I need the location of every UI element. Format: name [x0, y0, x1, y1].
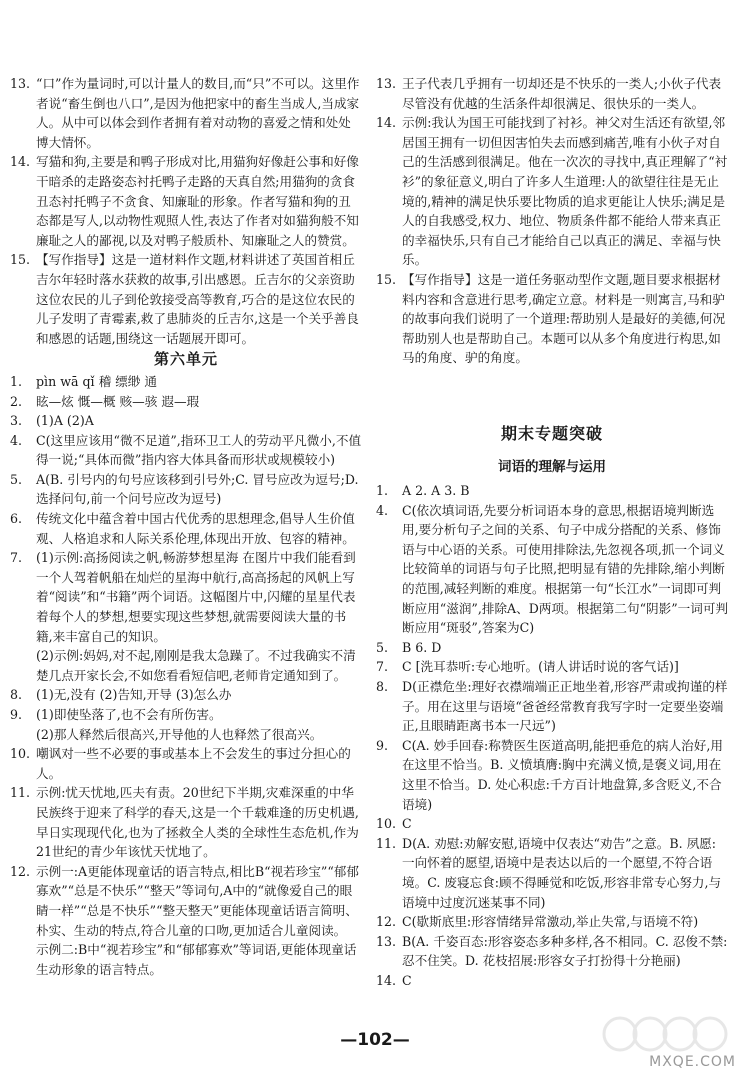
item-number: 13.	[376, 933, 397, 949]
item-number: 9.	[10, 707, 23, 722]
item-text: (1)示例:高扬阅读之帆,畅游梦想星海 在图片中我们能看到一个人驾着帆船在灿烂的星海中航行,高高扬起的风帆上写着“阅读”和“书籍”两个词语。这幅图片中,闪耀的星星代表着每个人的梦想,想要实现这些梦想,就需要阅读大量的书籍,来丰富自己的知识。	[36, 550, 356, 644]
final-answer-item	[376, 912, 728, 932]
item-number: 4.	[10, 432, 23, 448]
item-number: 5.	[10, 471, 23, 487]
item-number: 1.	[376, 483, 389, 499]
unit-answer-item	[10, 685, 362, 705]
item-text: (2)示例:妈妈,对不起,刚刚是我太急躁了。不过我确实不清楚几点开家长会,不如您看看短信吧,老师肯定通知到了。	[36, 648, 356, 683]
item-number: 12.	[10, 863, 31, 879]
item-text: 示例:我认为国王可能找到了衬衫。神父对生活还有欲望,邻居国王拥有一切但因害怕失去而感到痛苦,唯有小伙子对自己的生活感到很满足。他在一次次的寻找中,真正理解了“衬衫”的象征意义,明白了许多人生道理:人的欲望往往是无止境的,精神的满足快乐要比物质的追求更能让人快乐;满足是人的自我感受,权力、地位、物质条件都不能给人带来真正的幸福快乐,只有自己才能给自己以真正的满足、幸福与快乐。	[402, 115, 728, 268]
watermark-text: MXQE.COM	[649, 1054, 736, 1070]
unit-answer-item	[10, 548, 362, 685]
unit-answer-item	[10, 862, 362, 980]
item-text: C	[402, 816, 412, 832]
item-text: A 2. A 3. B	[402, 483, 470, 499]
answer-item	[10, 74, 362, 152]
answer-item	[10, 152, 362, 250]
item-text: A(B. 引号内的句号应该移到引号外;C. 冒号应改为逗号;D. 选择问句,前一个问号应改为逗号)	[36, 471, 359, 507]
subsection-heading: 词语的理解与运用	[498, 458, 606, 475]
final-answer-item	[376, 971, 728, 991]
item-text: (1)即使坠落了,也不会有所伤害。	[36, 707, 222, 722]
item-text: D(A. 劝慰:劝解安慰,语境中仅表达“劝告”之意。B. 夙愿:一向怀着的愿望,语境中是表达以后的一个愿望,不符合语境。C. 废寝忘食:顾不得睡觉和吃饭,形容非常专心努力,与语境中过度沉迷某事不同)	[402, 835, 722, 910]
item-text: (1)A (2)A	[36, 413, 94, 429]
item-number: 14.	[10, 154, 31, 170]
section-heading: 期末专题突破	[500, 423, 603, 443]
item-text: 王子代表几乎拥有一切却还是不快乐的一类人;小伙子代表尽管没有优越的生活条件却很满足、很快乐的一类人。	[402, 76, 722, 111]
final-answer-item	[376, 736, 728, 814]
left-column	[10, 74, 362, 979]
item-number: 13.	[376, 76, 397, 91]
item-number: 13.	[10, 76, 31, 91]
final-answer-item	[376, 932, 728, 971]
item-text: 写猫和狗,主要是和鸭子形成对比,用猫狗好像赶公事和好像干暗杀的走路姿态衬托鸭子走路的天真自然;用猫狗的贪食丑态衬托鸭子不贪食、知廉耻的形象。作者写猫和狗的丑态都是写人,以动物性观照人性,表达了作者对如猫狗般不知廉耻之人的鄙视,以及对鸭子般质朴、知廉耻之人的赞赏。	[36, 154, 359, 248]
item-text: B(A. 千姿百态:形容姿态多种多样,各不相同。C. 忍俊不禁:忍不住笑。D. 花枝招展:形容女子打扮得十分艳丽)	[402, 933, 728, 969]
item-text: C	[402, 972, 412, 988]
unit-answer-item	[10, 372, 362, 392]
item-text: (1)无,没有 (2)告知,开导 (3)怎么办	[36, 687, 232, 703]
item-number: 8.	[10, 687, 23, 703]
item-text: C(A. 妙手回春:称赞医生医道高明,能把垂危的病人治好,用在这里不恰当。B. 义愤填膺:胸中充满义愤,是褒义词,用在这里不恰当。D. 处心积虑:千方百计地盘算,多含贬义,不合语境)	[402, 737, 723, 812]
item-text: B 6. D	[402, 639, 442, 655]
answer-item	[376, 113, 728, 270]
final-answer-item	[376, 814, 728, 834]
item-number: 11.	[10, 785, 31, 801]
item-text: 【写作指导】这是一道材料作文题,材料讲述了英国首相丘吉尔年轻时落水获救的故事,引出感恩。丘吉尔的父亲资助这位农民的儿子到伦敦接受高等教育,巧合的是这位农民的儿子发明了青霉素,救了患肺炎的丘吉尔,这是一个关乎善良和感恩的话题,围绕这一话题展开即可。	[36, 252, 359, 346]
item-text: C(这里应该用“微不足道”,指环卫工人的劳动平凡微小,不值得一说;“具体而微”指内容大体具备而形状或规模较小)	[36, 432, 362, 468]
item-number: 14.	[376, 115, 397, 131]
item-number: 11.	[376, 835, 397, 851]
unit-answer-item	[10, 392, 362, 412]
item-number: 8.	[376, 679, 389, 695]
item-number: 12.	[376, 914, 397, 930]
final-answer-item	[376, 657, 728, 677]
final-answer-item	[376, 638, 728, 658]
item-text: “口”作为量词时,可以计量人的数目,而“只”不可以。这里作者说“畜生倒也八口”,是因为他把家中的畜生当成人,当成家人。从中可以体会到作者拥有着对动物的喜爱之情和处处博大情怀。	[36, 76, 360, 150]
item-number: 2.	[10, 393, 23, 409]
item-text: (2)那人释然后很高兴,开导他的人也释然了很高兴。	[36, 726, 323, 742]
item-text: 嘲讽对一些不必要的事或基本上不会发生的事过分担心的人。	[36, 746, 351, 781]
item-number: 7.	[10, 550, 23, 566]
unit-answer-item	[10, 411, 362, 431]
unit-answer-item	[10, 470, 362, 509]
unit-answer-item	[10, 431, 362, 470]
item-text: 示例:忧天忧地,匹夫有责。20世纪下半期,灾难深重的中华民族终于迎来了科学的春天,这是一个千载难逢的历史机遇,早日实现现代化,也为了拯救全人类的全球性生态危机,作为21世纪的青少年该忧天忧地了。	[36, 785, 359, 860]
item-number: 10.	[376, 816, 397, 832]
answer-item	[10, 250, 362, 348]
item-text: pìn wā qǐ 稽 缥缈 通	[36, 373, 157, 389]
item-text: 眩—炫 慨—概 赅—骇 遐—瑕	[36, 393, 200, 409]
final-answer-item	[376, 481, 728, 501]
item-text: 传统文化中蕴含着中国古代优秀的思想理念,倡导人生价值观、人格追求和人际关系伦理,体现出开放、包容的精神。	[36, 511, 355, 546]
item-text: 示例一:A更能体现童话的语言特点,相比B“视若珍宝”“郁郁寡欢”“总是不快乐”“整天”等词句,A中的“就像爱自己的眼睛一样”“总是不快乐”“整天整天”更能体现童话语言简明、朴实、生动的特点,符合儿童的口吻,更加适合儿童阅读。 示例二:B中“视若珍宝”和“郁郁寡欢”等词语,更能体现童话生动形象的语言特点。	[36, 863, 359, 977]
final-answer-item	[376, 834, 728, 912]
item-number: 14.	[376, 972, 397, 988]
item-number: 3.	[10, 413, 23, 429]
item-text: 【写作指导】这是一道任务驱动型作文题,题目要求根据材料内容和含意进行思考,确定立意。材料是一则寓言,马和驴的故事向我们说明了一个道理:帮助别人是最好的美德,何况帮助别人也是帮助自己。本题可以从多个角度进行构思,如马的角度、驴的角度。	[402, 271, 726, 366]
final-answer-item	[376, 501, 728, 638]
answer-item	[376, 270, 728, 368]
unit-answer-item	[10, 783, 362, 861]
right-column	[376, 74, 728, 991]
item-number: 15.	[10, 252, 31, 268]
item-number: 6.	[10, 511, 23, 527]
unit-answer-item	[10, 705, 362, 744]
answer-item	[376, 74, 728, 113]
item-number: 4.	[376, 502, 389, 518]
unit-answer-item	[10, 509, 362, 548]
item-text: C(歇斯底里:形容情绪异常激动,举止失常,与语境不符)	[402, 914, 699, 930]
page-number: —102—	[340, 1030, 410, 1050]
unit-answer-item	[10, 744, 362, 783]
final-answer-item	[376, 677, 728, 736]
item-number: 1.	[10, 373, 23, 389]
item-text: C [洗耳恭听:专心地听。(请人讲话时说的客气话)]	[402, 659, 679, 675]
item-text: C(依次填词语,先要分析词语本身的意思,根据语境判断选用,要分析句子之间的关系、句子中成分搭配的关系、修饰语与中心语的关系。可使用排除法,先忽视各项,抓一个词义比较简单的词语与句子比照,把明显有错的先排除,缩小判断的范围,减轻判断的难度。根据第一句“长江水”一词即可判断应用“滋润”,排除A、D两项。根据第二句“阴影”一词可判断应用“斑驳”,答案为C)	[402, 502, 729, 636]
item-number: 7.	[376, 659, 389, 675]
item-number: 5.	[376, 639, 389, 655]
item-number: 9.	[376, 737, 389, 753]
item-text: D(正襟危坐:理好衣襟端端正正地坐着,形容严肃或拘谨的样子。用在这里与语境“爸爸经常教育我写字时一定要坐姿端正,且眼睛距离书本一尺远”)	[402, 679, 728, 734]
unit-heading: 第六单元	[153, 350, 218, 369]
item-number: 10.	[10, 746, 31, 762]
item-number: 15.	[376, 271, 397, 287]
